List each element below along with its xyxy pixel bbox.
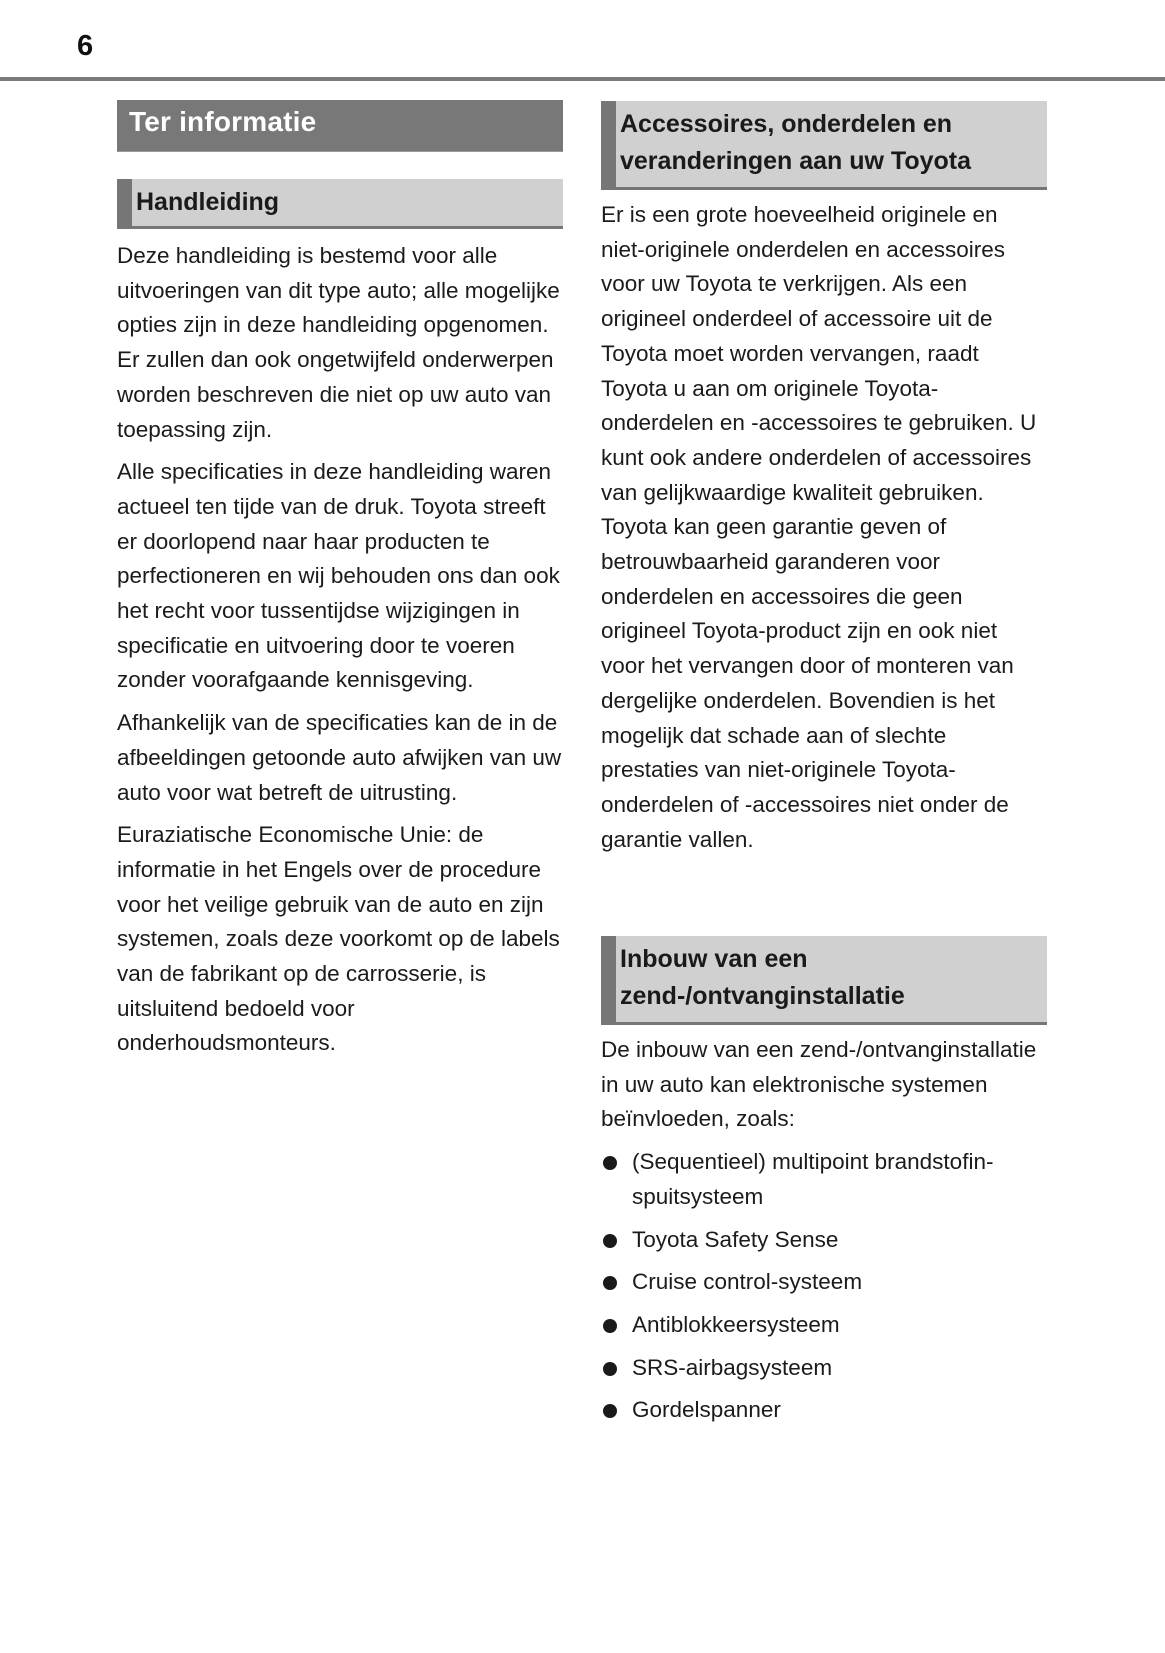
section-heading-line: veranderingen aan uw Toyota xyxy=(620,147,972,175)
bullet-list xyxy=(601,1145,1047,1428)
list-item-text: Cruise control-systeem xyxy=(632,1269,863,1295)
bullet-icon xyxy=(603,1276,617,1290)
section-heading xyxy=(601,936,1047,1025)
list-item xyxy=(601,1223,1047,1258)
paragraph: Euraziatische Economische Unie: de informatie in het Engels over de procedure voor het veilige gebruik van de auto en zijn systemen, zoals deze voorkomt op de labels van de fabrikant op de carrosserie, is uitsluitend bedoeld voor onderhoudsmonteurs. xyxy=(117,822,560,1056)
paragraph: De inbouw van een zend-/ontvanginstallatie in uw auto kan elektronische systemen beïnvloeden, zoals: xyxy=(601,1037,1037,1132)
chapter-title: Ter informatie xyxy=(117,100,563,152)
bullet-icon xyxy=(603,1234,617,1248)
page-number: 6 xyxy=(77,30,94,62)
list-item-text: Toyota Safety Sense xyxy=(632,1226,839,1252)
list-item xyxy=(601,1393,1047,1428)
section-heading xyxy=(601,101,1047,190)
bullet-icon xyxy=(603,1362,617,1376)
list-item-text: Antiblokkeersysteem xyxy=(632,1311,840,1337)
section-heading-text: Handleiding xyxy=(136,188,280,216)
section-zendinstallatie xyxy=(601,936,1047,1436)
section-heading-line: zend-/ontvanginstallatie xyxy=(620,982,905,1010)
bullet-icon xyxy=(603,1404,617,1418)
section-accessoires xyxy=(601,101,1047,865)
list-item xyxy=(601,1351,1047,1386)
list-item xyxy=(601,1265,1047,1300)
section-heading-line: Accessoires, onderdelen en xyxy=(620,110,953,138)
paragraph: Deze handleiding is bestemd voor alle uitvoeringen van dit type auto; alle mogelijke opties zijn in deze handleiding opgenomen. Er zullen dan ook ongetwijfeld onderwerpen worden beschreven die niet op uw auto van toepassing zijn. xyxy=(117,243,560,442)
bullet-icon xyxy=(603,1156,617,1170)
section-heading xyxy=(117,179,563,229)
section-handleiding xyxy=(117,179,563,1069)
bullet-icon xyxy=(603,1319,617,1333)
paragraph: Alle specificaties in deze handleiding waren actueel ten tijde van de druk. Toyota streeft er doorlopend naar haar producten te perfectioneren en wij behouden ons dan ook het recht voor tussentijdse wijzigingen in specificatie en uitvoering door te voeren zonder voorafgaande kennisgeving. xyxy=(117,459,560,693)
paragraph: Afhankelijk van de specificaties kan de in de afbeeldingen getoonde auto afwijken van uw auto voor wat betreft de uitrusting. xyxy=(117,710,562,805)
list-item xyxy=(601,1145,1047,1214)
list-item xyxy=(601,1308,1047,1343)
list-item-text: Gordelspanner xyxy=(632,1397,781,1423)
section-heading-line: Inbouw van een xyxy=(620,945,808,973)
list-item-text: SRS-airbagsysteem xyxy=(632,1354,833,1380)
list-item-text: (Sequentieel) multipoint brandstofinspuitsysteem xyxy=(632,1149,994,1209)
section-body xyxy=(601,1033,1047,1428)
section-body xyxy=(117,239,563,1061)
header-rule xyxy=(0,77,1165,81)
section-body xyxy=(601,198,1047,857)
paragraph: Er is een grote hoeveelheid originele en niet-originele onderdelen en accessoires voor uw Toyota te verkrijgen. Als een origineel onderdeel of accessoire uit de Toyota moet worden vervangen, raadt Toyota u aan om originele Toyota-onderdelen en -accessoires te gebruiken. U kunt ook andere onderdelen of accessoires van gelijkwaardige kwaliteit gebruiken. Toyota kan geen garantie geven of betrouwbaarheid garanderen voor onderdelen en accessoires die geen origineel Toyota-product zijn en ook niet voor het vervangen door of monteren van dergelijke onderdelen. Bovendien is het mogelijk dat schade aan of slechte prestaties van niet-originele Toyota-onderdelen of -accessoires niet onder de garantie vallen. xyxy=(601,202,1037,852)
